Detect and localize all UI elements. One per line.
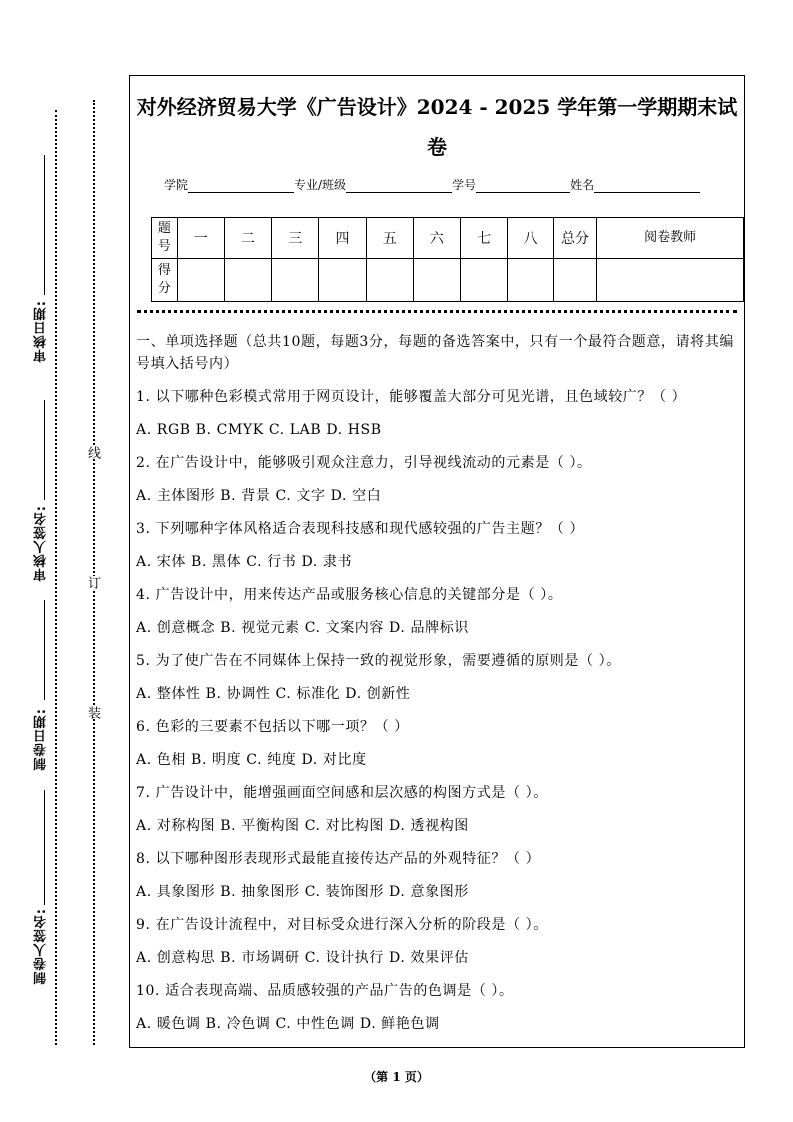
field-name-label: 姓名 — [570, 178, 595, 192]
score-cell[interactable] — [224, 259, 271, 302]
score-value-label: 得分 — [152, 259, 178, 302]
question-2: 2. 在广告设计中，能够吸引观众注意力，引导视线流动的元素是（ ）。 — [136, 455, 592, 471]
score-cell[interactable] — [366, 259, 413, 302]
options-6: A. 色相 B. 明度 C. 纯度 D. 对比度 — [136, 752, 367, 768]
score-header-row — [152, 218, 744, 259]
binding-char-order: 订 — [85, 576, 100, 589]
field-id-input[interactable] — [476, 180, 570, 193]
exam-frame — [129, 75, 745, 1048]
exam-title-line2: 卷 — [427, 135, 447, 159]
maker-sign-line — [44, 790, 45, 905]
score-cell[interactable] — [413, 259, 460, 302]
score-header-q2: 二 — [224, 218, 271, 259]
binding-char-line: 线 — [85, 446, 100, 459]
score-header-q3: 三 — [272, 218, 319, 259]
score-cell[interactable] — [272, 259, 319, 302]
page-number: （第 1 页） — [364, 1070, 429, 1084]
reviewer-sign-line — [44, 400, 45, 500]
field-major-label: 专业/班级 — [294, 178, 347, 192]
options-8: A. 具象图形 B. 抽象图形 C. 装饰图形 D. 意象图形 — [136, 884, 469, 900]
question-9: 9. 在广告设计流程中，对目标受众进行深入分析的阶段是（ ）。 — [136, 917, 548, 933]
score-value-row — [152, 259, 744, 302]
options-4: A. 创意概念 B. 视觉元素 C. 文案内容 D. 品牌标识 — [136, 620, 469, 636]
score-header-q7: 七 — [461, 218, 508, 259]
student-info-row — [164, 176, 700, 193]
score-table — [151, 217, 744, 302]
binding-dotted-line-outer — [55, 110, 57, 1045]
question-1: 1. 以下哪种色彩模式常用于网页设计，能够覆盖大部分可见光谱，且色域较广？（ ） — [136, 389, 687, 405]
field-name-input[interactable] — [594, 180, 700, 193]
field-id-label: 学号 — [452, 178, 477, 192]
field-college-label: 学院 — [164, 178, 189, 192]
options-2: A. 主体图形 B. 背景 C. 文字 D. 空白 — [136, 488, 382, 504]
review-date-line — [44, 155, 45, 295]
score-cell[interactable] — [319, 259, 366, 302]
score-header-q6: 六 — [413, 218, 460, 259]
separator-dotted — [137, 310, 737, 313]
options-9: A. 创意构思 B. 市场调研 C. 设计执行 D. 效果评估 — [136, 950, 469, 966]
section-heading: 一、单项选择题（总共10题，每题3分，每题的备选答案中，只有一个最符合题意，请将其编号填入括号内） — [136, 334, 734, 372]
make-date-label: 制卷日期: — [34, 708, 49, 771]
score-header-q8: 八 — [508, 218, 553, 259]
exam-title-line1: 对外经济贸易大学《广告设计》2024 - 2025 学年第一学期期末试 — [136, 95, 738, 119]
question-4: 4. 广告设计中，用来传达产品或服务核心信息的关键部分是（ ）。 — [136, 587, 563, 603]
review-date-label: 审核日期: — [34, 300, 49, 363]
options-5: A. 整体性 B. 协调性 C. 标准化 D. 创新性 — [136, 686, 411, 702]
score-header-q1: 一 — [177, 218, 224, 259]
field-college-input[interactable] — [188, 180, 294, 193]
question-3: 3. 下列哪种字体风格适合表现科技感和现代感较强的广告主题？（ ） — [136, 521, 585, 537]
question-10: 10. 适合表现高端、品质感较强的产品广告的色调是（ ）。 — [136, 983, 514, 999]
field-major-input[interactable] — [346, 180, 452, 193]
score-header-grader: 阅卷教师 — [597, 218, 744, 259]
maker-sign-label: 制卷人签名: — [34, 908, 49, 985]
score-cell-total[interactable] — [553, 259, 597, 302]
score-cell[interactable] — [177, 259, 224, 302]
score-header-total: 总分 — [553, 218, 597, 259]
options-3: A. 宋体 B. 黑体 C. 行书 D. 隶书 — [136, 554, 353, 570]
question-6: 6. 色彩的三要素不包括以下哪一项？（ ） — [136, 719, 409, 735]
question-8: 8. 以下哪种图形表现形式最能直接传达产品的外观特征？（ ） — [136, 851, 541, 867]
options-1: A. RGB B. CMYK C. LAB D. HSB — [136, 422, 382, 438]
score-header-q4: 四 — [319, 218, 366, 259]
binding-char-bind: 装 — [85, 706, 100, 719]
score-cell[interactable] — [461, 259, 508, 302]
score-cell[interactable] — [508, 259, 553, 302]
make-date-line — [44, 600, 45, 700]
score-header-q5: 五 — [366, 218, 413, 259]
score-header-label: 题号 — [152, 218, 178, 259]
binding-dotted-line-inner — [93, 100, 95, 1045]
question-7: 7. 广告设计中，能增强画面空间感和层次感的构图方式是（ ）。 — [136, 785, 548, 801]
question-5: 5. 为了使广告在不同媒体上保持一致的视觉形象，需要遵循的原则是（ ）。 — [136, 653, 621, 669]
score-cell-grader[interactable] — [597, 259, 744, 302]
options-7: A. 对称构图 B. 平衡构图 C. 对比构图 D. 透视构图 — [136, 818, 469, 834]
reviewer-sign-label: 审核人签名: — [34, 505, 49, 582]
options-10: A. 暖色调 B. 冷色调 C. 中性色调 D. 鲜艳色调 — [136, 1016, 440, 1032]
section-1 — [136, 331, 740, 1041]
